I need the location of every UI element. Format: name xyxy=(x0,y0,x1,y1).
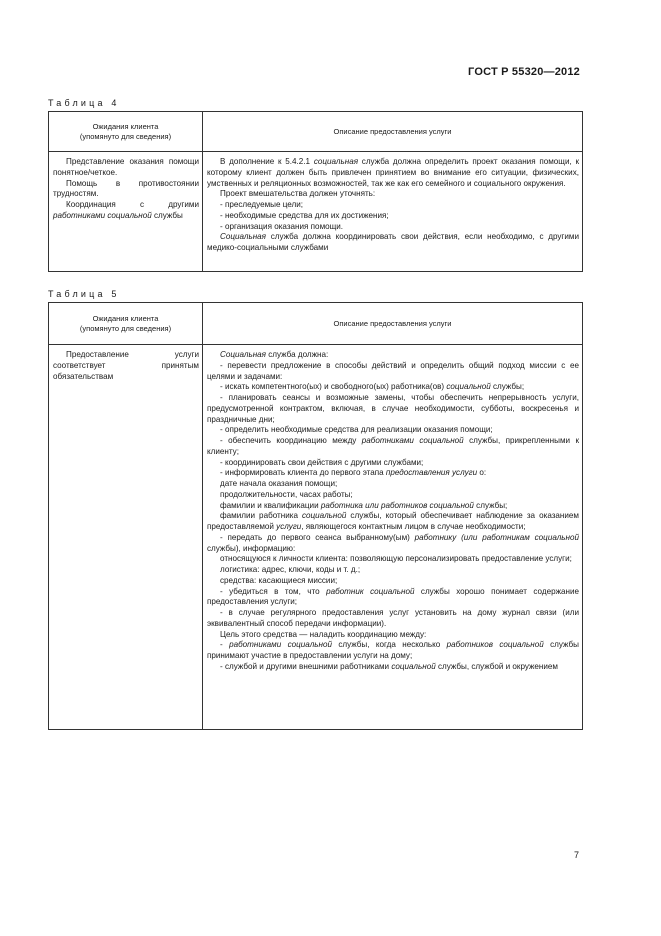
table-5-left-cell: Предоставление услуги соответствует принятым обязательствам xyxy=(49,345,203,730)
table-5-right-cell: Социальная служба должна: - перевести предложение в способы действий и определить общий подход миссии с ее целями и задачами: - искать компетентного(ых) и свободного(ых) работника(ов) социальной службы; - планировать сеансы и возможные замены, чтобы обеспечить непрерывность услуги, предусмотренной контрактом, включая, в случае необходимости, субботы, воскресенья и праздничные дни; - определить необходимые средства для реализации оказания помощи; - обеспечить координацию между работниками социальной службы, прикрепленными к клиенту; - координировать свои действия с другими службами; - информировать клиента до первого этапа предоставления услуги о: дате начала оказания помощи; продолжительности, часах работы; фамилии и квалификации работника или работников социальной службы; фамилии работника социальной службы, который обеспечивает наблюдение за оказанием предоставляемой услуги, являющегося контактным лицом в случае необходимости; - передать до первого сеанса выбранному(ым) работнику (или работникам социальной службы), информацию: относящуюся к личности клиента: позволяющую персонализировать предоставление услуги; логистика: адрес, ключи, коды и т. д.; средства: касающиеся миссии; - убедиться в том, что работник социальной службы хорошо понимает содержание предоставления услуги; - в случае регулярного предоставления услуг установить на дому журнал связи (или эквивалентный способ передачи информации). Цель этого средства — наладить координацию между: - работниками социальной службы, когда несколько работников социальной службы принимают участие в предоставлении услуги на дому; - службой и другими внешними работниками социальной службы, службой и окружением xyxy=(203,345,583,730)
table-4-col1-header: Ожидания клиента (упомянуто для сведения) xyxy=(49,112,203,152)
table-4-left-cell: Представление оказания помощи понятное/четкое. Помощь в противостоянии трудностям. Координация с другими работниками социальной службы xyxy=(49,152,203,272)
table-4-right-cell: В дополнение к 5.4.2.1 социальная служба должна определить проект оказания помощи, к которому клиент должен быть привлечен принятием во внимание его ситуации, физических, умственных и реляционных возможностей, так же как его семейного и социального окружения. Проект вмешательства должен уточнять: - преследуемые цели; - необходимые средства для их достижения; - организация оказания помощи. Социальная служба должна координировать свои действия, если необходимо, с другими медико-социальными службами xyxy=(203,152,583,272)
table-5-col2-header: Описание предоставления услуги xyxy=(203,303,583,345)
table-4-col2-header: Описание предоставления услуги xyxy=(203,112,583,152)
document-header: ГОСТ Р 55320—2012 xyxy=(468,66,580,78)
table-4-caption: Таблица 4 xyxy=(48,98,120,108)
table-4 xyxy=(48,111,583,272)
table-5 xyxy=(48,302,583,730)
table-5-caption: Таблица 5 xyxy=(48,289,120,299)
table-5-col1-header: Ожидания клиента (упомянуто для сведения) xyxy=(49,303,203,345)
page-number: 7 xyxy=(573,850,579,860)
